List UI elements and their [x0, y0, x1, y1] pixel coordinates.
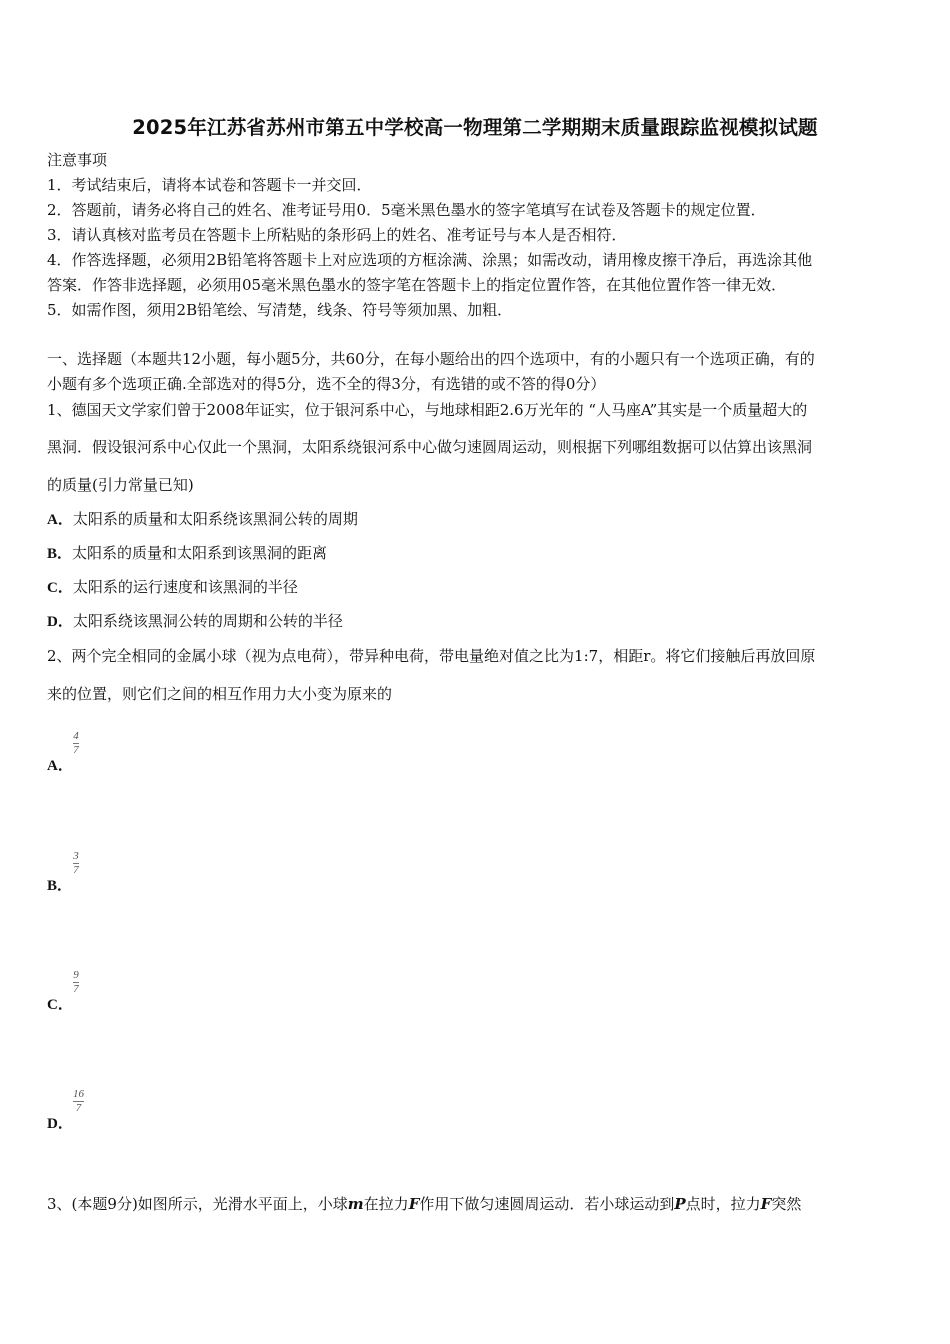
- q1-option-d[interactable]: [47, 611, 343, 632]
- fraction-denominator: 7: [73, 983, 79, 995]
- q2-option-d[interactable]: D．: [47, 1116, 73, 1132]
- option-letter: D．: [47, 614, 73, 630]
- section-instructions-line: 一、选择题（本题共12小题，每小题5分，共60分，在每小题给出的四个选项中，有的小题只有一个选项正确，有的: [47, 350, 815, 368]
- section-instructions-line: 小题有多个选项正确.全部选对的得5分，选不全的得3分，有选错的或不答的得0分）: [47, 375, 606, 393]
- option-text: 太阳系的运行速度和该黑洞的半径: [72, 578, 298, 596]
- q3-var-p: P: [674, 1195, 686, 1213]
- question-2-text: 来的位置，则它们之间的相互作用力大小变为原来的: [47, 685, 393, 703]
- fraction-d: [73, 1082, 84, 1114]
- fraction-numerator: 16: [73, 1088, 84, 1100]
- fraction-denominator: 7: [75, 1102, 82, 1114]
- notice-heading: 注意事项: [47, 151, 108, 169]
- option-text: 太阳系的质量和太阳系到该黑洞的距离: [72, 544, 328, 562]
- option-text: 太阳系绕该黑洞公转的周期和公转的半径: [72, 612, 343, 630]
- fraction-numerator: 3: [73, 850, 79, 862]
- q1-option-b[interactable]: [47, 543, 327, 564]
- question-1-text: 黑洞．假设银河系中心仅此一个黑洞，太阳系绕银河系中心做匀速圆周运动，则根据下列哪组数据可以估算出该黑洞: [47, 438, 813, 456]
- q3-text-segment: 点时，拉力: [685, 1195, 761, 1213]
- question-2-text: 2、两个完全相同的金属小球（视为点电荷），带异种电荷，带电量绝对值之比为1:7，相距r。将它们接触后再放回原: [47, 647, 816, 665]
- q3-var-f: F: [760, 1195, 772, 1213]
- q3-var-f: F: [408, 1195, 420, 1213]
- fraction-denominator: 7: [73, 744, 79, 756]
- fraction-b: [73, 844, 79, 876]
- fraction-numerator: 4: [73, 730, 79, 742]
- option-text: 太阳系的质量和太阳系绕该黑洞公转的周期: [72, 510, 358, 528]
- q3-text-segment: 在拉力: [363, 1195, 409, 1213]
- q2-option-a[interactable]: A．: [47, 758, 73, 774]
- q1-option-c[interactable]: [47, 577, 298, 598]
- notice-item: 3．请认真核对监考员在答题卡上所粘贴的条形码上的姓名、准考证号与本人是否相符．: [47, 226, 627, 244]
- fraction-denominator: 7: [73, 864, 79, 876]
- q3-text-segment: 作用下做匀速圆周运动．若小球运动到: [419, 1195, 675, 1213]
- notice-item: 5．如需作图，须用2B铅笔绘、写清楚，线条、符号等须加黑、加粗．: [47, 301, 513, 319]
- question-3-text: [47, 1194, 801, 1214]
- question-1-text: 的质量(引力常量已知): [47, 476, 194, 494]
- option-letter: A．: [47, 512, 73, 528]
- notice-item: 答案．作答非选择题，必须用05毫米黑色墨水的签字笔在答题卡上的指定位置作答，在其他位置作答一律无效．: [47, 276, 787, 294]
- option-letter: C．: [47, 580, 73, 596]
- q3-text-segment: 突然: [771, 1195, 802, 1213]
- q3-text-segment: 3、(本题9分)如图所示，光滑水平面上，小球: [47, 1195, 348, 1213]
- page-title: 2025年江苏省苏州市第五中学校高一物理第二学期期末质量跟踪监视模拟试题: [132, 116, 818, 139]
- question-1-text: 1、德国天文学家们曾于2008年证实，位于银河系中心，与地球相距2.6万光年的 “人马座A”其实是一个质量超大的: [47, 401, 808, 419]
- notice-item: 4．作答选择题，必须用2B铅笔将答题卡上对应选项的方框涂满、涂黑；如需改动，请用橡皮擦干净后，再选涂其他: [47, 251, 813, 269]
- fraction-c: [73, 963, 79, 995]
- q2-option-c[interactable]: C．: [47, 997, 73, 1013]
- option-letter: B．: [47, 546, 73, 562]
- fraction-numerator: 9: [73, 969, 79, 981]
- notice-item: 1．考试结束后，请将本试卷和答题卡一并交回．: [47, 176, 372, 194]
- q3-var-m: m: [347, 1195, 364, 1213]
- notice-item: 2．答题前，请务必将自己的姓名、准考证号用0．5毫米黑色墨水的签字笔填写在试卷及答题卡的规定位置．: [47, 201, 766, 219]
- fraction-a: [73, 724, 79, 756]
- q1-option-a[interactable]: [47, 509, 358, 530]
- q2-option-b[interactable]: B．: [47, 878, 73, 894]
